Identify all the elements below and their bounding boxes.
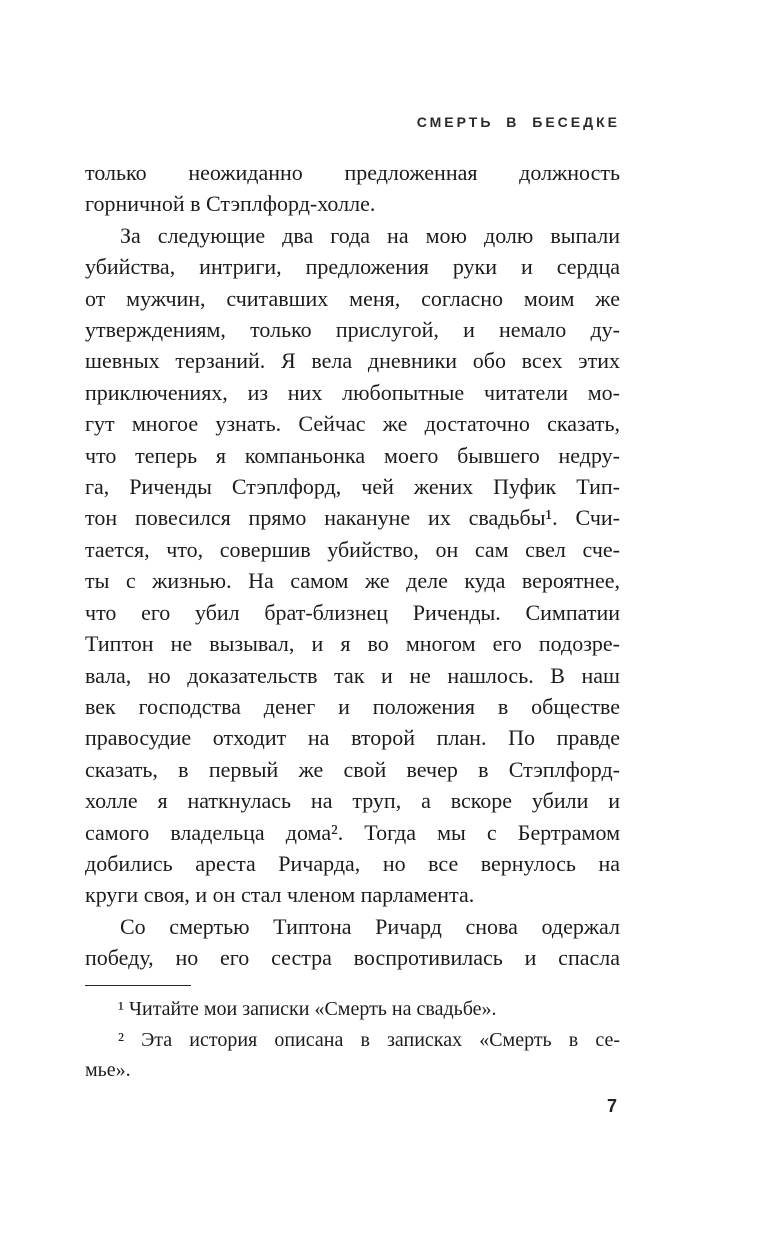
- body-line: ты с жизнью. На самом же деле куда вероятнее,: [85, 568, 620, 594]
- body-line: правосудие отходит на второй план. По правде: [85, 725, 620, 751]
- running-header: СМЕРТЬ В БЕСЕДКЕ: [416, 114, 620, 130]
- body-line: только неожиданно предложенная должность: [85, 160, 620, 185]
- body-line: победу, но его сестра воспротивилась и спасла: [85, 945, 620, 971]
- body-line: За следующие два года на мою долю выпали: [120, 222, 620, 248]
- body-line: сказать, в первый же свой вечер в Стэплфорд-: [85, 756, 620, 782]
- body-line: добились ареста Ричарда, но все вернулось на: [85, 850, 620, 876]
- body-line: Типтон не вызывал, и я во многом его подозре-: [85, 631, 620, 657]
- body-line: горничной в Стэплфорд-холле.: [85, 191, 376, 217]
- footnote-line: ¹ Читайте мои записки «Смерть на свадьбе».: [118, 998, 497, 1020]
- body-line: приключениях, из них любопытные читатели мо-: [85, 379, 620, 405]
- body-line: Со смертью Типтона Ричард снова одержал: [120, 913, 620, 939]
- body-line: утверждениям, только прислугой, и немало ду-: [85, 317, 620, 343]
- body-line: тается, что, совершив убийство, он сам свел сче-: [85, 536, 620, 562]
- body-line: га, Риченды Стэплфорд, чей жених Пуфик Тип-: [85, 474, 620, 500]
- body-line: от мужчин, считавших меня, согласно моим же: [85, 285, 620, 311]
- footnote-line: ² Эта история описана в записках «Смерть в се-: [118, 1028, 620, 1051]
- page-number: 7: [606, 1096, 617, 1116]
- footnotes: [85, 994, 620, 1086]
- body-line: круги своя, и он стал членом парламента.: [85, 882, 475, 908]
- body-line: гут многое узнать. Сейчас же достаточно сказать,: [85, 411, 620, 437]
- body-line: что его убил брат-близнец Риченды. Симпатии: [85, 599, 620, 625]
- body-line: убийства, интриги, предложения руки и сердца: [85, 254, 620, 280]
- footnote-separator: [85, 985, 191, 986]
- footnote-line: мье».: [85, 1059, 131, 1081]
- body-line: вала, но доказательств так и не нашлось. В наш: [85, 662, 620, 688]
- body-line: самого владельца дома². Тогда мы с Бертрамом: [85, 819, 620, 845]
- body-line: век господства денег и положения в обществе: [85, 693, 620, 719]
- body-line: что теперь я компаньонка моего бывшего недру-: [85, 442, 620, 468]
- body-line: холле я наткнулась на труп, а вскоре убили и: [85, 788, 620, 814]
- body-line: тон повесился прямо накануне их свадьбы¹. Счи-: [85, 505, 620, 531]
- body-line: шевных терзаний. Я вела дневники обо всех этих: [85, 348, 620, 374]
- body-text: [85, 157, 620, 974]
